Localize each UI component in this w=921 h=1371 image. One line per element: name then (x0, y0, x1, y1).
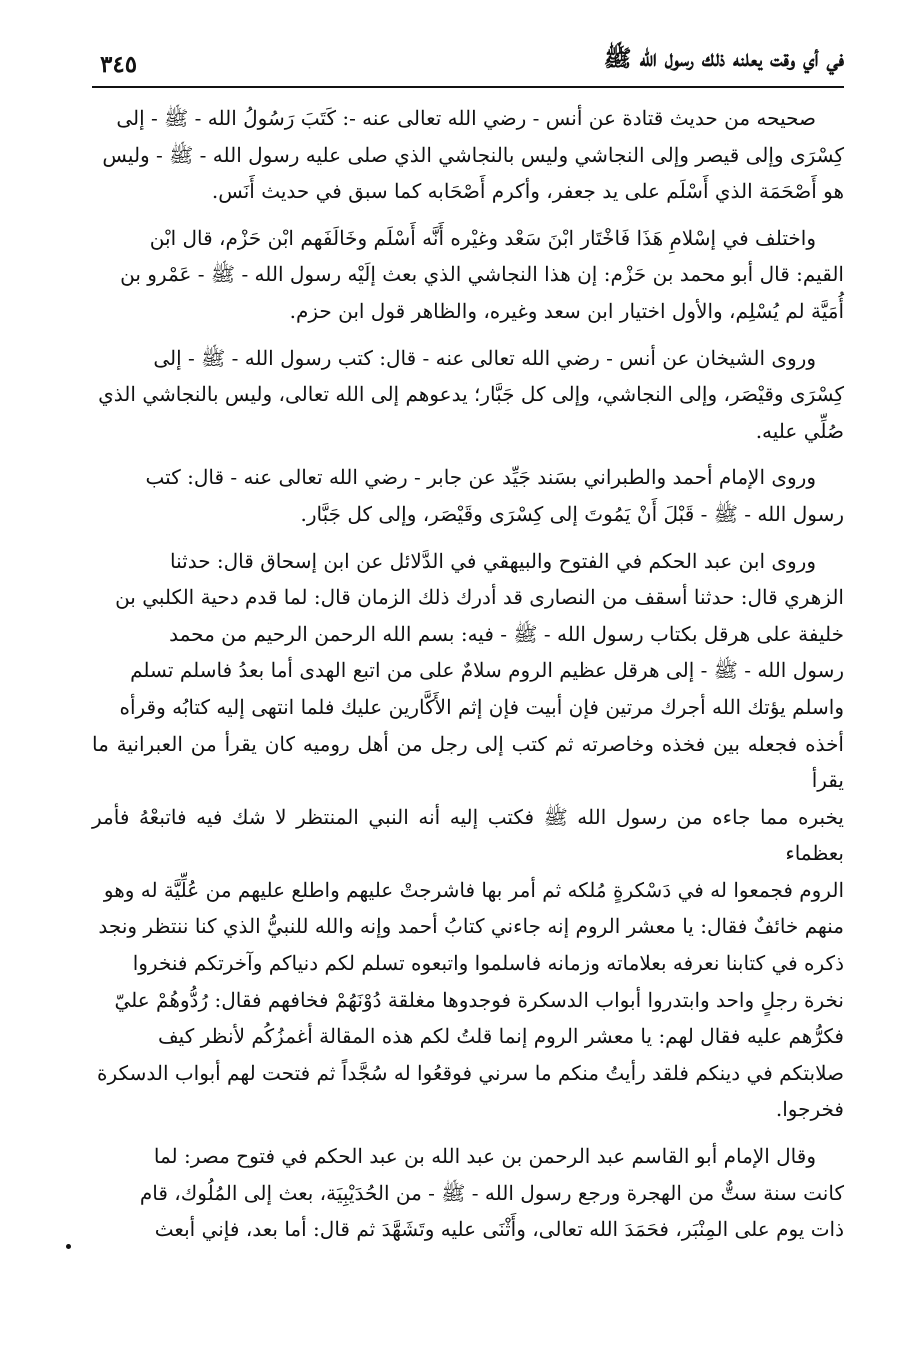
running-title: في أي وقت يعلنه ذلك رسول الله ﷺ (603, 45, 844, 72)
paragraph: وروى الشيخان عن أنس - رضي الله تعالى عنه - قال: كتب رسول الله - ﷺ - إلى كِسْرَى وقيْصَر، وإلى النجاشي، وإلى كل جَبَّار؛ يدعوهم إلى الله تعالى، وليس بالنجاشي الذي صُلِّي عليه. (98, 345, 844, 443)
page-number: ٣٤٥ (100, 51, 138, 78)
document-page (92, 34, 844, 1344)
paragraph: واختلف في إسْلامِ هَذَا فَاخْتَار ابْنَ سَعْد وغيْره أَنَّه أَسْلَم وخَالَفَهم ابْن حَزْم، قال ابْن القيم: قال أبو محمد بن حَزْم: إن هذا النجاشي الذي بعث إلَيْه رسول الله - ﷺ - عَمْرو بن أُمَيَّة لم يُسْلِم، والأول اختيار ابن سعد وغيره، والظاهر قول ابن حزم. (120, 225, 844, 323)
page-header (92, 34, 844, 88)
paragraph: وروى ابن عبد الحكم في الفتوح والبيهقي في الدَّلائل عن ابن إسحاق قال: حدثنا الزهري قال: حدثنا أسقف من النصارى قد أدرك ذلك الزمان قال: لما قدم دحية الكلبي بن خليفة على هرقل بكتاب رسول الله - ﷺ - فيه: بسم الله الرحمن الرحيم من محمد رسول الله - ﷺ - إلى هرقل عظيم الروم سلامٌ على من اتبع الهدى أما بعدُ فاسلم تسلم واسلم يؤتك الله أجرك مرتين فإن أبيت فإن إثم الأَكَّارين عليك فلما انتهى إليه كتابُه وقرأه أخذه فجعله بين فخذه وخاصرته ثم كتب إلى رجل من أهل روميه كان يقرأ من العبرانية ما يقرأ يخبره مما جاءه من رسول الله ﷺ فكتب إليه أنه النبي المنتظر لا شك فيه فاتبعْهُ فأمر بعظماء الروم فجمعوا له في دَسْكرةٍ مُلكه ثم أمر بها فاشرجتْ عليهم واطلع عليهم من عُلِّيَّة له وهو منهم خائفٌ فقال: يا معشر الروم إنه جاءني كتابُ أحمد وإنه والله للنبيُّ الذي كنا ننتظر ونجد ذكره في كتابنا نعرفه بعلاماته وزمانه فاسلموا واتبعوه تسلم لكم دنياكم وآخرتكم فنخروا نخرة رجلٍ واحد وابتدروا أبواب الدسكرة فوجدوها مغلقة دُوْنَهُمْ فخافهم فقال: رُدُّوهُمْ عليّ فكرُّهم عليه فقال لهم: يا معشر الروم إنما قلتُ لكم هذه المقالة أغمزُكُم لأنظر كيف صلابتكم في دينكم فلقد رأيتُ منكم ما سرني فوقعُوا له سُجَّداً ثم فتحت لهم أبواب الدسكرة فخرجوا. (92, 548, 844, 1122)
paragraph: وروى الإمام أحمد والطبراني بسَند جَيِّد عن جابر - رضي الله تعالى عنه - قال: كتب رسول الله - ﷺ - قَبْلَ أَنْ يَمُوتَ إلى كِسْرَى وقَيْصَر، وإلى كل جَبَّار. (145, 465, 844, 526)
paragraph: صحيحه من حديث قتادة عن أنس - رضي الله تعالى عنه -: كَتَبَ رَسُولُ الله - ﷺ - إلى كِسْرَى وإلى قيصر وإلى النجاشي وليس بالنجاشي الذي صلى عليه رسول الله - ﷺ - وليس هو أَصْحَمَة الذي أَسْلَم على يد جعفر، وأكرم أَصْحَابه كما سبق في حديث أَنَس. (102, 106, 844, 204)
paragraph: وقال الإمام أبو القاسم عبد الرحمن بن عبد الله بن عبد الحكم في فتوح مصر: لما كانت سنة ستٌّ من الهجرة ورجع رسول الله - ﷺ - من الحُدَيْبِيَة، بعث إلى المُلُوك، قام ذات يوم على المِنْبَر، فحَمَدَ الله تعالى، وأَثْنَى عليه وتَشَهَّدَ ثم قال: أما بعد، فإني أبعث (139, 1144, 844, 1242)
scan-speck (66, 1244, 71, 1249)
body-text (92, 100, 844, 1248)
